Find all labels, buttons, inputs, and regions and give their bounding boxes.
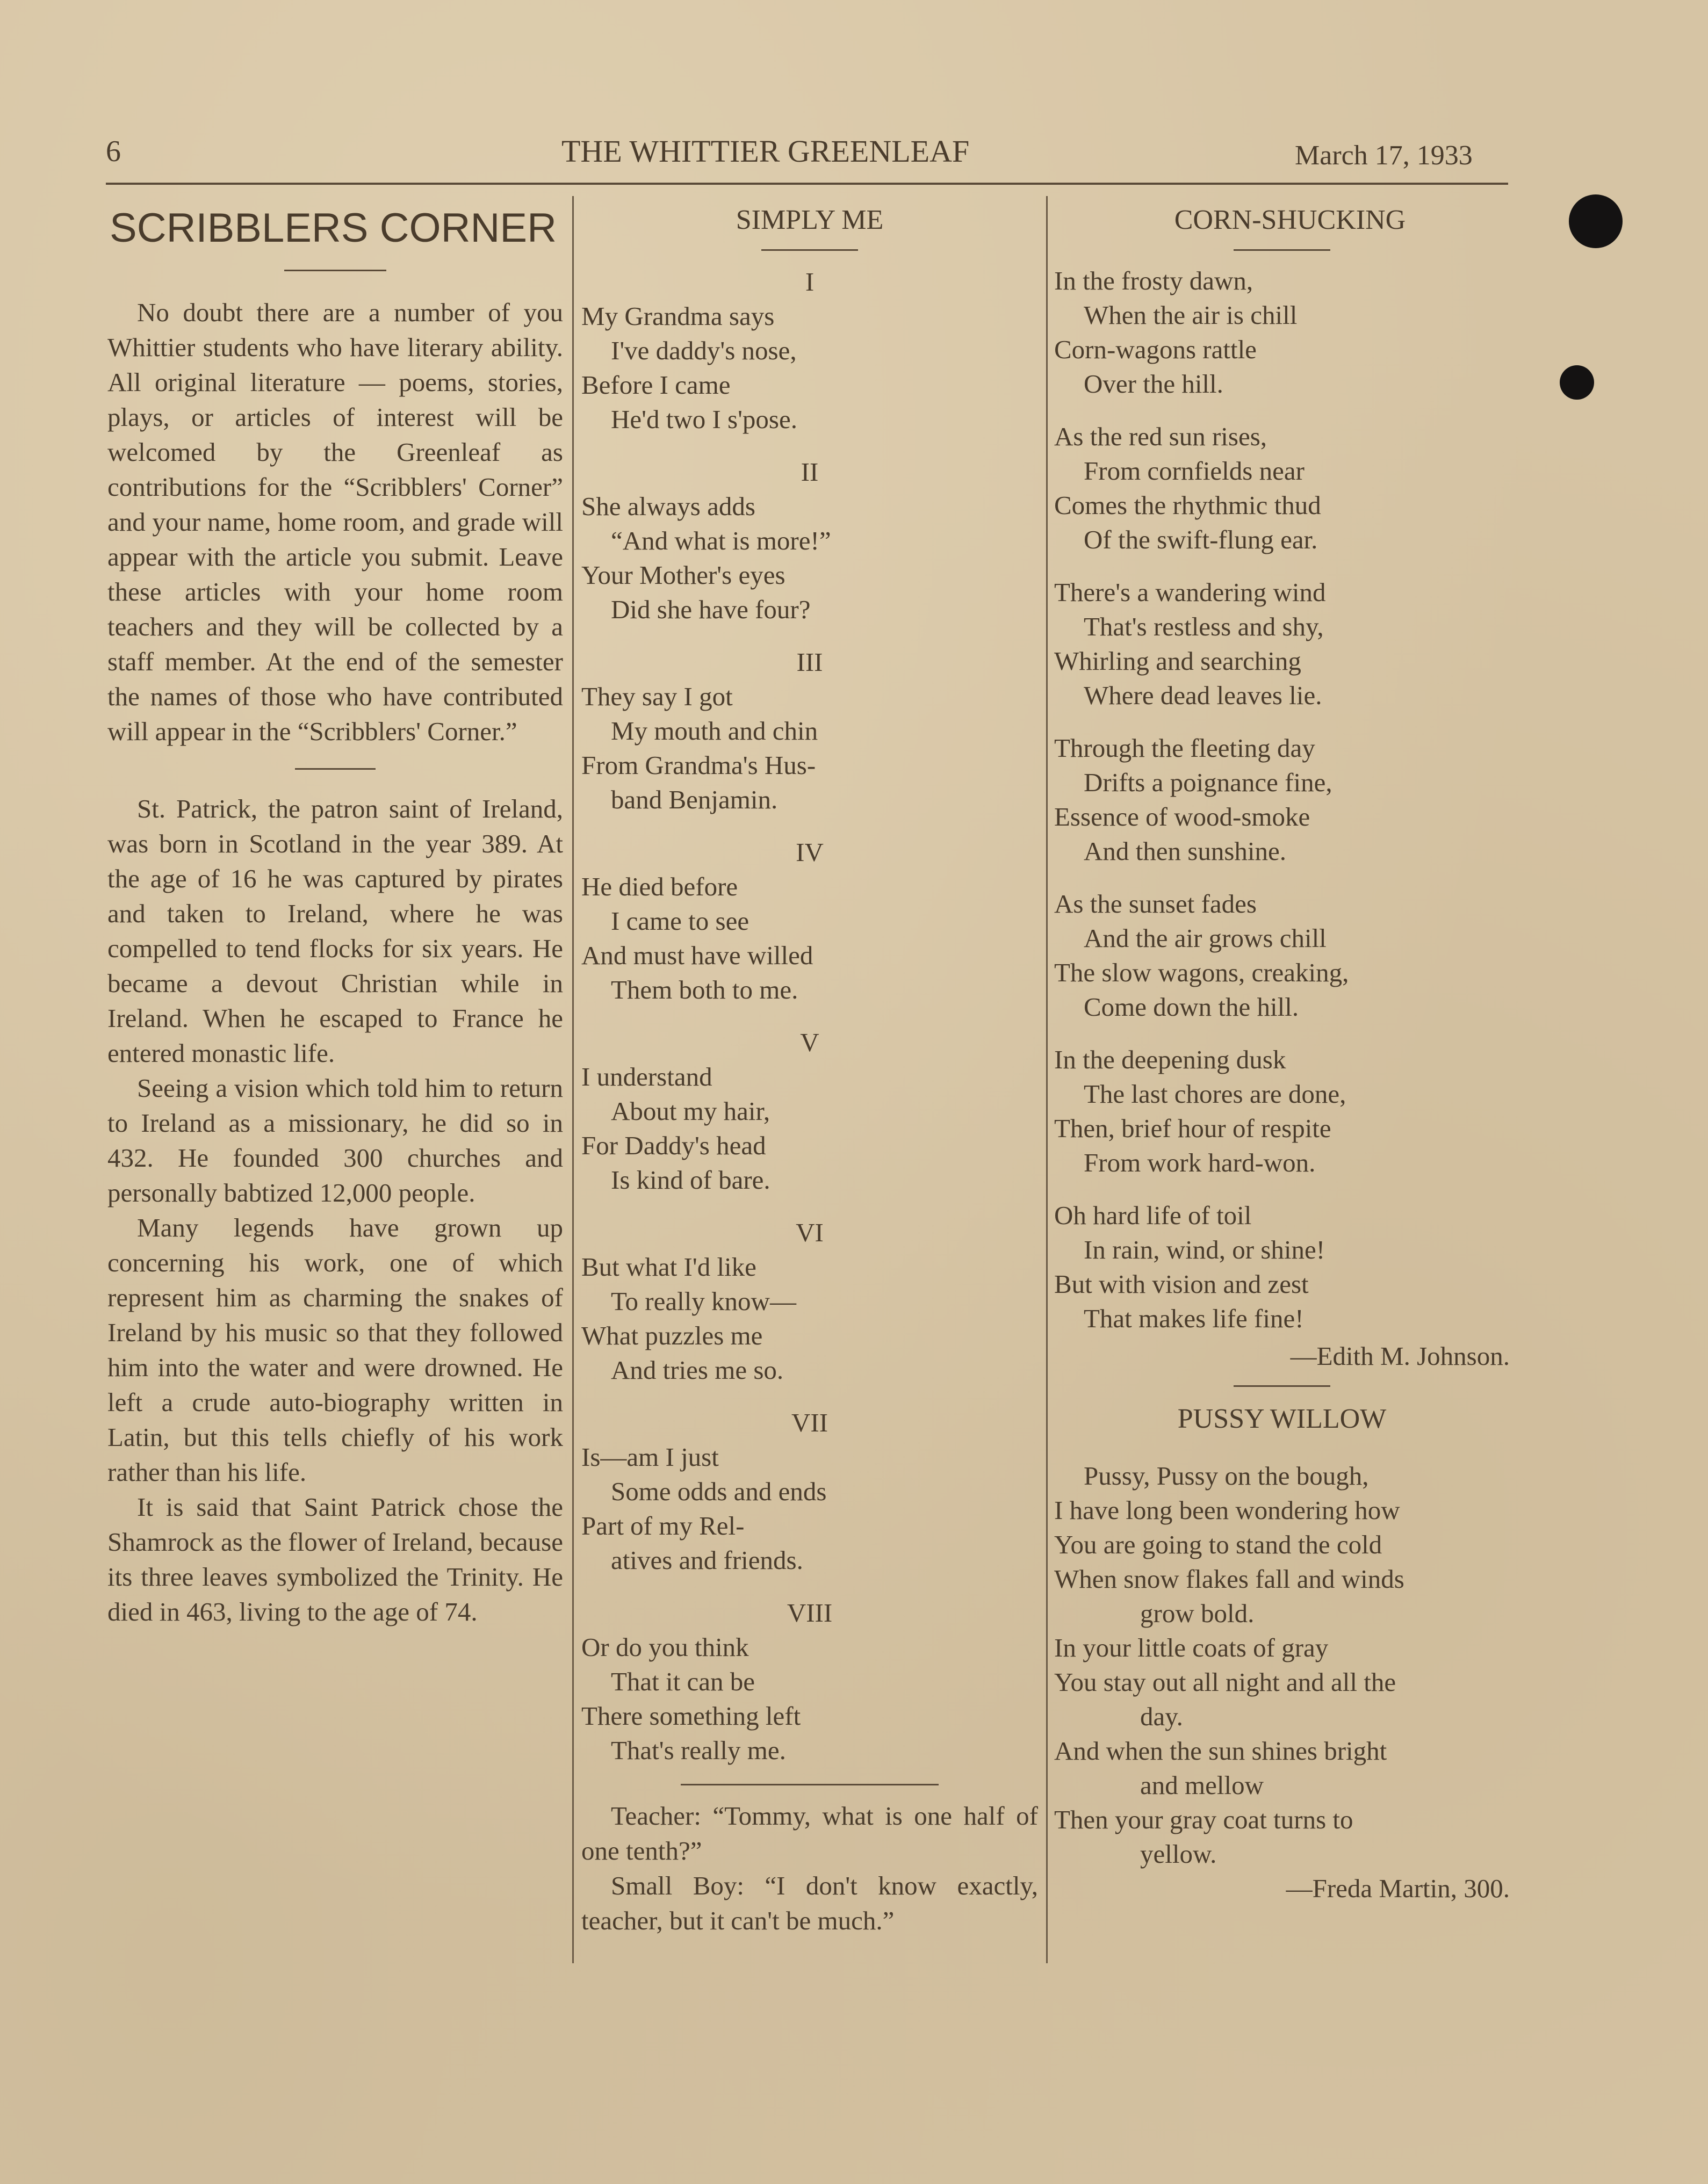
- stanza-numeral: VIII: [787, 1598, 833, 1628]
- poem-line: And tries me so.: [611, 1355, 784, 1385]
- poem-line: The last chores are done,: [1084, 1079, 1346, 1109]
- column-poems: [1054, 199, 1510, 1906]
- poem-line: The slow wagons, creaking,: [1054, 958, 1349, 987]
- poem-line: Them both to me.: [611, 975, 798, 1004]
- poem-line: There something left: [581, 1701, 801, 1731]
- stanza-numeral: III: [796, 647, 823, 677]
- stanza-gap: [581, 817, 1038, 835]
- stanza-numeral: VI: [796, 1218, 824, 1247]
- poem-line: “And what is more!”: [611, 526, 831, 555]
- poem-line: And then sunshine.: [1084, 836, 1286, 866]
- poem-line: grow bold.: [1140, 1599, 1255, 1628]
- stanza-gap: [581, 627, 1038, 645]
- poem-line: And the air grows chill: [1084, 923, 1327, 953]
- article-paragraph: St. Patrick, the patron saint of Ireland, was born in Scotland in the year 389. At the age of 16 he was captured by pirates and taken to Ireland, where he was compelled to tend flocks for six years. He became a devout Christian while in Ireland. When he escaped to France he entered monastic life.: [107, 794, 563, 1068]
- poem-line: I came to see: [611, 906, 749, 936]
- poem-line: Corn-wagons rattle: [1054, 335, 1257, 364]
- poem-line: Your Mother's eyes: [581, 560, 785, 590]
- poem-line: Come down the hill.: [1084, 992, 1299, 1022]
- poem-body-pussy-willow: [1054, 1459, 1510, 1871]
- poem-line: In the frosty dawn,: [1054, 266, 1253, 295]
- poem-line: As the sunset fades: [1054, 889, 1257, 919]
- title-rule: [284, 270, 386, 271]
- st-patrick-article: [107, 791, 563, 1629]
- poem-line: That's restless and shy,: [1084, 612, 1324, 641]
- article-paragraph: Seeing a vision which told him to return to Ireland as a missionary, he did so in 432. He founded 300 churches and personally babtized 12,000 people.: [107, 1073, 563, 1207]
- poem-line: There's a wandering wind: [1054, 577, 1326, 607]
- section-rule: [1234, 1385, 1330, 1387]
- poem-line: From Grandma's Hus-: [581, 750, 816, 780]
- poem-line: band Benjamin.: [611, 785, 778, 814]
- poem-line: Then, brief hour of respite: [1054, 1113, 1331, 1143]
- poem-line: Through the fleeting day: [1054, 733, 1315, 763]
- poem-line: As the red sun rises,: [1054, 422, 1267, 451]
- binder-hole-bottom: [1560, 365, 1594, 400]
- author-edith-johnson: —Edith M. Johnson.: [1290, 1341, 1510, 1371]
- poem-line: In rain, wind, or shine!: [1084, 1235, 1325, 1264]
- poem-line: My Grandma says: [581, 301, 775, 331]
- poem-body-simply-me: [581, 265, 1038, 1768]
- poem-line: From work hard-won.: [1084, 1148, 1316, 1177]
- joke-rule: [681, 1784, 939, 1785]
- poem-line: yellow.: [1140, 1839, 1217, 1869]
- poem-line: She always adds: [581, 491, 755, 521]
- poem-line: Of the swift-flung ear.: [1084, 525, 1318, 554]
- stanza-gap: [1054, 1180, 1510, 1198]
- poem-line: Pussy, Pussy on the bough,: [1084, 1461, 1369, 1491]
- poem-line: Drifts a poignance fine,: [1084, 768, 1332, 797]
- poem-line: atives and friends.: [611, 1545, 803, 1575]
- teacher-joke: [581, 1798, 1038, 1938]
- article-paragraph: Many legends have grown up concerning his work, one of which represent him as charming the snakes of Ireland by his music so that they followed him into the water and were drowned. He left a crude auto-biography written in Latin, but this tells chiefly of his work rather than his life.: [107, 1213, 563, 1487]
- poem-line: And when the sun shines bright: [1054, 1736, 1387, 1766]
- stanza-numeral: VII: [791, 1408, 828, 1437]
- poem-line: That's really me.: [611, 1735, 786, 1765]
- poem-line: Whirling and searching: [1054, 646, 1301, 676]
- poem-line: When the air is chill: [1084, 300, 1298, 330]
- poem-line: I've daddy's nose,: [611, 336, 797, 365]
- poem-line: About my hair,: [611, 1096, 770, 1126]
- stanza-gap: [1054, 401, 1510, 420]
- poem-line: day.: [1140, 1702, 1183, 1731]
- poem-line: He'd two I s'pose.: [611, 404, 797, 434]
- poem-line: In your little coats of gray: [1054, 1633, 1329, 1662]
- column-simply-me: [581, 199, 1038, 1938]
- column-divider-1: [572, 196, 574, 1963]
- poem-line: What puzzles me: [581, 1321, 763, 1350]
- poem-line: Some odds and ends: [611, 1477, 827, 1506]
- binder-hole-top: [1569, 194, 1623, 248]
- poem-line: and mellow: [1140, 1770, 1264, 1800]
- poem-line: He died before: [581, 872, 738, 901]
- scribblers-intro: [107, 295, 563, 749]
- title-rule: [761, 249, 858, 251]
- stanza-gap: [1054, 557, 1510, 575]
- poem-line: Where dead leaves lie.: [1084, 681, 1322, 710]
- stanza-gap: [1054, 869, 1510, 887]
- poem-line: But what I'd like: [581, 1252, 756, 1282]
- joke-line: Small Boy: “I don't know exactly, teacher, but it can't be much.”: [581, 1871, 1038, 1935]
- joke-line: Teacher: “Tommy, what is one half of one tenth?”: [581, 1801, 1038, 1865]
- poem-line: They say I got: [581, 682, 733, 711]
- poem-line: For Daddy's head: [581, 1131, 766, 1160]
- poem-line: Before I came: [581, 370, 731, 400]
- poem-line: That makes life fine!: [1084, 1304, 1304, 1333]
- poem-line: To really know—: [611, 1286, 796, 1316]
- poem-line: Is kind of bare.: [611, 1165, 770, 1195]
- poem-line: In the deepening dusk: [1054, 1045, 1286, 1074]
- poem-title-simply-me: SIMPLY ME: [736, 205, 884, 235]
- poem-line: Part of my Rel-: [581, 1511, 745, 1541]
- poem-line: Essence of wood-smoke: [1054, 802, 1310, 831]
- author-freda-martin: —Freda Martin, 300.: [1286, 1874, 1510, 1903]
- poem-line: That it can be: [611, 1667, 755, 1696]
- issue-date: March 17, 1933: [1295, 140, 1473, 171]
- stanza-gap: [581, 1197, 1038, 1216]
- poem-line: Did she have four?: [611, 595, 811, 624]
- poem-line: You stay out all night and all the: [1054, 1667, 1396, 1697]
- poem-line: Then your gray coat turns to: [1054, 1805, 1353, 1834]
- poem-line: Or do you think: [581, 1632, 749, 1662]
- poem-line: From cornfields near: [1084, 456, 1305, 486]
- stanza-numeral: IV: [796, 837, 824, 867]
- poem-line: You are going to stand the cold: [1054, 1530, 1382, 1559]
- stanza-gap: [1054, 713, 1510, 731]
- stanza-gap: [581, 1387, 1038, 1406]
- stanza-numeral: I: [805, 267, 815, 296]
- stanza-numeral: V: [800, 1028, 819, 1057]
- title-rule: [1234, 249, 1330, 251]
- poem-line: When snow flakes fall and winds: [1054, 1564, 1404, 1594]
- poem-line: I have long been wondering how: [1054, 1495, 1400, 1525]
- stanza-gap: [581, 1007, 1038, 1025]
- poem-line: But with vision and zest: [1054, 1269, 1309, 1299]
- masthead: THE WHITTIER GREENLEAF: [561, 134, 970, 169]
- section-rule: [295, 768, 376, 770]
- article-paragraph: It is said that Saint Patrick chose the Shamrock as the flower of Ireland, because its three leaves symbolized the Trinity. He died in 463, living to the age of 74.: [107, 1492, 563, 1626]
- poem-line: I understand: [581, 1062, 712, 1091]
- poem-line: And must have willed: [581, 941, 813, 970]
- header-rule: [106, 183, 1508, 185]
- page-number: 6: [106, 135, 121, 168]
- poem-body-corn-shucking: [1054, 264, 1510, 1336]
- stanza-gap: [581, 437, 1038, 455]
- column-divider-2: [1046, 196, 1048, 1963]
- poem-title-corn-shucking: CORN-SHUCKING: [1174, 205, 1406, 235]
- poem-title-pussy-willow: PUSSY WILLOW: [1177, 1404, 1387, 1434]
- poem-line: My mouth and chin: [611, 716, 818, 746]
- column-scribblers: [107, 199, 563, 1629]
- section-title-scribblers: SCRIBBLERS CORNER: [110, 205, 557, 251]
- stanza-gap: [581, 1578, 1038, 1596]
- poem-line: Comes the rhythmic thud: [1054, 490, 1321, 520]
- intro-paragraph: No doubt there are a number of you Whittier students who have literary ability. All original literature — poems, stories, plays, or articles of interest will be welcomed by the Greenleaf as contributions for the “Scribblers' Corner” and your name, home room, and grade will appear with the article you submit. Leave these articles with your home room teachers and they will be collected by a staff member. At the end of the semester the names of those who have contributed will appear in the “Scribblers' Corner.”: [107, 298, 563, 746]
- poem-line: Oh hard life of toil: [1054, 1201, 1252, 1230]
- stanza-gap: [1054, 1024, 1510, 1043]
- poem-line: Over the hill.: [1084, 369, 1223, 399]
- stanza-numeral: II: [801, 457, 819, 487]
- poem-line: Is—am I just: [581, 1442, 719, 1472]
